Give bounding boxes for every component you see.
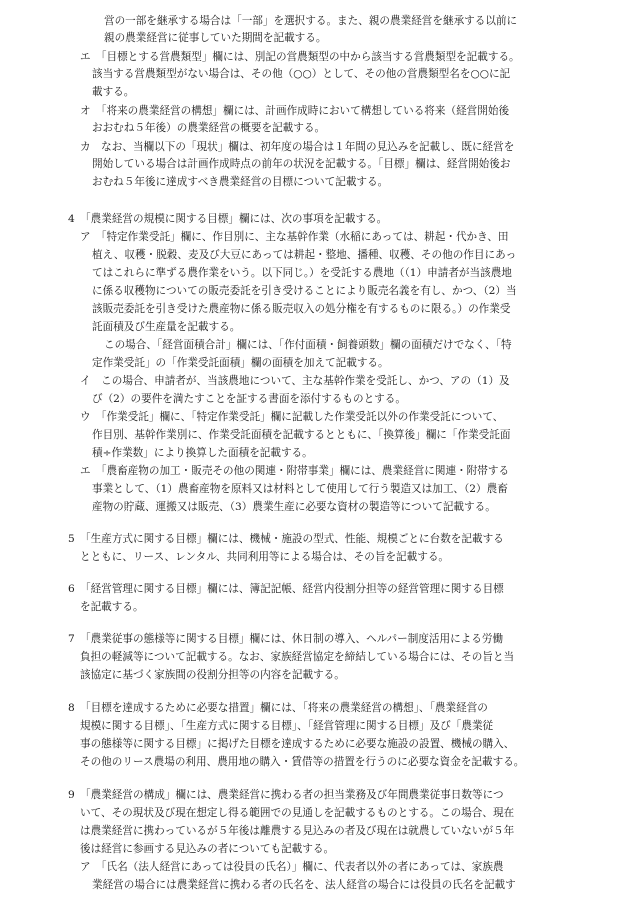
text-line: おむね５年後に達成すべき農業経営の目標について記載する。 [92,176,389,188]
text-line: 植え、収穫・脱穀、麦及び大豆にあっては耕起・整地、播種、収穫、その他の作目にあっ [92,249,517,261]
text-line: に係る収穫物についての販売委託を引き受けることにより販売名義を有し、かつ、（2）当 [92,285,517,297]
text-line: 8 「目標を達成するために必要な措置」欄には、「将来の農業経営の構想」、「農業経営の [68,702,488,714]
text-line: び（2）の要件を満たすことを証する書面を添付するものとする。 [92,393,406,405]
text-line: 営の一部を継承する場合は「一部」を選択する。また、親の農業経営を継承する以前に [104,15,518,27]
text-line: この場合、「経営面積合計」欄には、「作付面積・飼養頭数」欄の面積だけでなく、「特 [104,339,512,351]
text-line: 後は経営に参画する見込みの者についても記載する。 [80,843,335,855]
text-line: 事業として、（1）農畜産物を原料又は材料として使用して行う製造又は加工、（2）農畜 [92,483,508,495]
text-line: いて、その現状及び現在想定し得る範囲での見通しを記載するものとする。この場合、現在 [80,807,515,819]
text-line: ア 「氏名（法人経営にあっては役員の氏名）」欄に、代表者以外の者にあっては、家族農 [80,861,504,873]
text-line: ウ 「作業受託」欄に、「特定作業受託」欄に記載した作業受託以外の作業受託について、 [80,411,504,423]
text-line: てはこれらに準ずる農作業をいう。以下同じ。）を受託する農地（（1）申請者が当該農地 [92,267,512,279]
text-line: エ 「目標とする営農類型」欄には、別記の営農類型の中から該当する営農類型を記載する。 [80,51,520,63]
text-line: 規模に関する目標」、「生産方式に関する目標」、「経営管理に関する目標」及び「農業従 [80,720,494,732]
text-line: 託面積及び生産量を記載する。 [92,321,241,333]
text-line: を記載する。 [80,601,144,613]
text-line: 該販売委託を引き受けた農産物に係る販売収入の処分権を有するものに限る。）の作業受 [92,303,511,315]
text-line: おおむね５年後）の農業経営の概要を記載する。 [92,122,326,134]
text-line: 事の態様等に関する目標」に掲げた目標を達成するために必要な施設の設置、機械の購入、 [80,738,515,750]
text-line: 作目別、基幹作業別に、作業受託面積を記載するとともに、「換算後」欄に「作業受託面 [92,429,511,441]
text-line: 載する。 [92,86,135,98]
text-line: 親の農業経営に従事していた期間を記載する。 [104,32,327,44]
text-line: 負担の軽減等について記載する。なお、家族経営協定を締結している場合には、その旨と当 [80,651,515,663]
text-line: 積÷作業数」により換算した面積を記載する。 [92,447,313,459]
text-line: 該協定に基づく家族間の役割分担等の内容を記載する。 [80,669,345,681]
text-line: 6 「経営管理に関する目標」欄には、簿記記帳、経営内役割分担等の経営管理に関する目標 [68,583,504,595]
text-line: 7 「農業従事の態様等に関する目標」欄には、休日制の導入、ヘルパー制度活用による労働 [68,633,504,645]
text-line: 該当する営農類型がない場合は、その他（○○）として、その他の営農類型名を○○に記 [92,68,511,80]
text-line: 5 「生産方式に関する目標」欄には、機械・施設の型式、性能、規模ごとに台数を記載する [68,533,504,545]
text-line: 9 「農業経営の構成」欄には、農業経営に携わる者の担当業務及び年間農業従事日数等につ [68,789,504,801]
text-line: イ この場合、申請者が、当該農地について、主な基幹作業を受託し、かつ、アの（1）及 [80,375,510,387]
text-line: その他のリース農場の利用、農用地の購入・賃借等の措置を行うのに必要な資金を記載する。 [80,756,525,768]
text-line: 業経営の場合には農業経営に携わる者の氏名を、法人経営の場合には役員の氏名を記載す [92,879,516,891]
text-line: オ 「将来の農業経営の構想」欄には、計画作成時において構想している将来（経営開始後 [80,105,510,117]
text-line: エ 「農畜産物の加工・販売その他の関連・附帯事業」欄には、農業経営に関連・附帯する [80,465,510,477]
text-line: 定作業受託」の「作業受託面積」欄の面積を加えて記載する。 [92,357,389,369]
text-line: ア 「特定作業受託」欄に、作目別に、主な基幹作業（水稲にあっては、耕起・代かき、田 [80,231,509,243]
text-line: 4 「農業経営の規模に関する目標」欄には、次の事項を記載する。 [68,213,388,225]
text-line: 産物の貯蔵、運搬又は販売、（3）農業生産に必要な資材の製造等について記載する。 [92,501,496,513]
text-line: カ なお、当欄以下の「現状」欄は、初年度の場合は１年間の見込みを記載し、既に経営を [80,141,515,153]
text-line: は農業経営に携わっているが５年後は離農する見込みの者及び現在は就農していないが５年 [80,825,515,837]
text-line: とともに、リース、レンタル、共同利用等による場合は、その旨を記載する。 [80,551,450,563]
text-line: 開始している場合は計画作成時点の前年の状況を記載する。「目標」欄は、経営開始後お [92,158,511,170]
